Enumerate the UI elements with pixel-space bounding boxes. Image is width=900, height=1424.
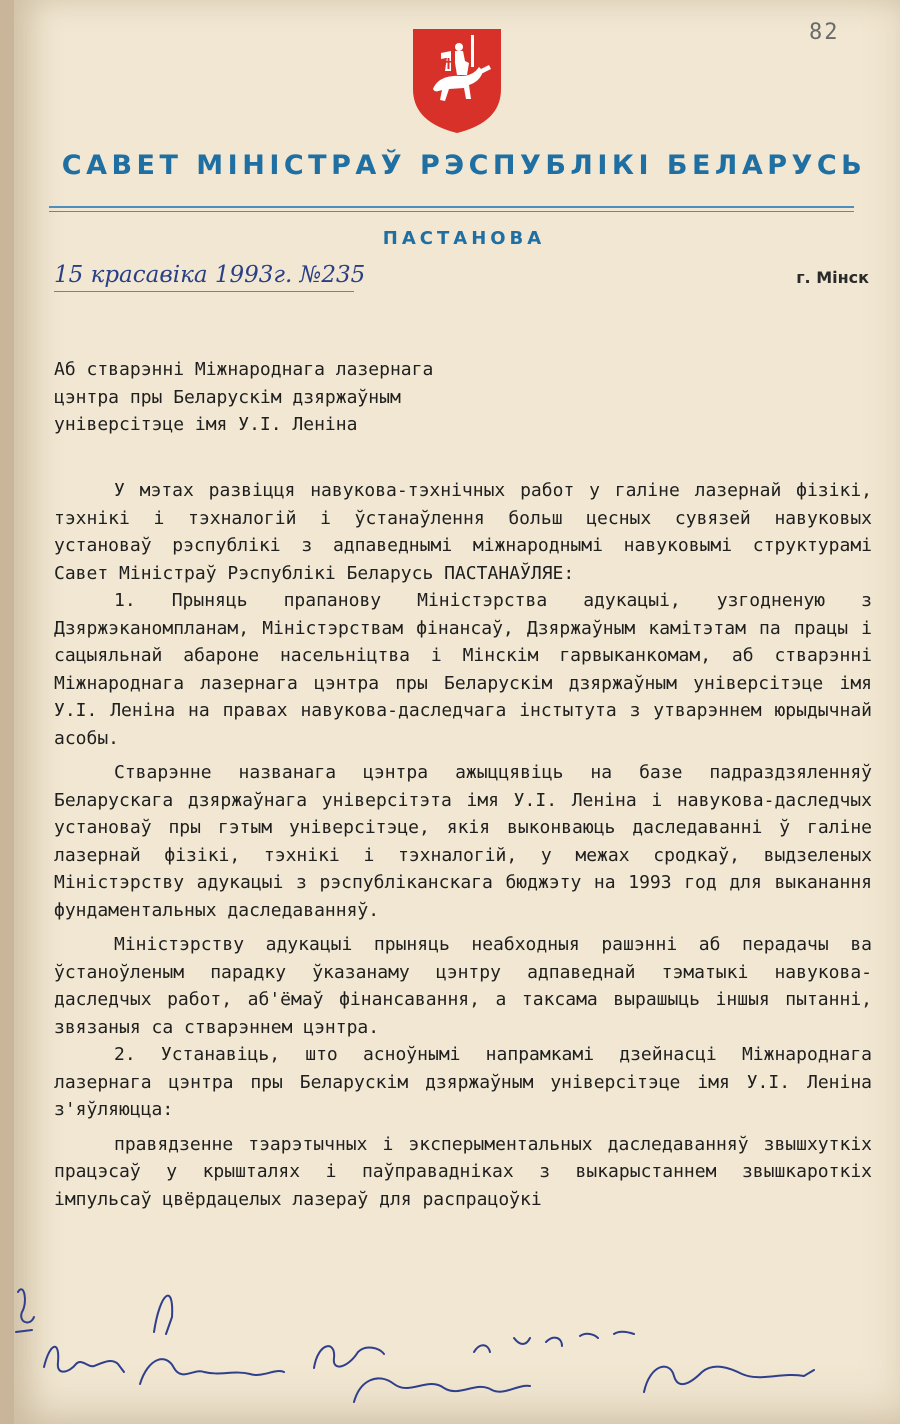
paragraph-center-creation: Стварэнне названага цэнтра ажыццявіць на базе падраздзяленняў Беларускага дзяржаўнага універсітэта імя У.І. Леніна і навукова-даследчых установаў пры гэтым універсітэце, якія выконваюць даследаванні ў галіне лазернай фізікі, тэхнікі і тэхналогій, у межах сродкаў, выдзеленых Міністэрству адукацыі з рэспубліканскага бюджэту на 1993 год для выканання фундаментальных даследаванняў. xyxy=(54,762,872,921)
document-type: ПАСТАНОВА xyxy=(382,228,546,249)
handwritten-date-number: 15 красавіка 1993г. №235 xyxy=(54,262,366,288)
subject-line: цэнтра пры Беларускім дзяржаўным xyxy=(54,386,401,408)
signature-mark xyxy=(354,1378,530,1402)
page-number: 82 xyxy=(809,20,840,45)
signature-mark xyxy=(140,1296,284,1384)
signature-mark xyxy=(644,1367,814,1392)
date-underline xyxy=(54,291,354,292)
paragraph-research-directions: правядзенне тэарэтычных і эксперыментальных даследаванняў звышхуткіх працэсаў у крышталях і паўправадніках з выкарыстаннем звышкароткіх імпульсаў цвёрдацелых лазераў для распрацоўкі xyxy=(54,1133,872,1210)
paragraph-item-2: 2. Устанавіць, што асноўнымі напрамкамі дзейнасці Міжнароднага лазернага цэнтра пры Беларускім дзяржаўным універсітэце імя У.І. Леніна з'яўляюцца: xyxy=(54,1044,872,1120)
signature-mark xyxy=(474,1332,634,1352)
signature-mark xyxy=(44,1347,124,1372)
paragraph-item-1: 1. Прыняць прапанову Міністэрства адукацыі, узгодненую з Дзяржэканомпланам, Міністэрствам фінансаў, Дзяржаўным камітэтам па працы і сацыяльнай абароне насельніцтва і Мінскім гарвыканкомам, аб стварэнні Міжнароднага лазернага цэнтра пры Беларускім дзяржаўным універсітэце імя У.І. Леніна на правах навукова-даследчага інстытута з утварэннем юрыдычнай асобы. xyxy=(54,590,872,749)
heading-rule-thin xyxy=(49,211,854,212)
signatures-area xyxy=(14,1272,900,1422)
organization-heading: САВЕТ МІНІСТРАЎ РЭСПУБЛІКІ БЕЛАРУСЬ xyxy=(61,150,867,181)
subject-line: Аб стварэнні Міжнароднага лазернага xyxy=(54,359,434,380)
subject-line: універсітэце імя У.І. Леніна xyxy=(54,414,358,435)
signature-mark xyxy=(314,1346,384,1368)
decree-body xyxy=(54,477,872,1213)
signature-mark xyxy=(16,1289,34,1332)
document-page xyxy=(14,0,900,1424)
coat-of-arms-emblem xyxy=(411,27,503,135)
issue-city: г. Мінск xyxy=(796,268,869,287)
heading-rule xyxy=(49,206,854,208)
decree-subject xyxy=(54,356,574,439)
paragraph-preamble: У мэтах развіцця навукова-тэхнічных работ у галіне лазернай фізікі, тэхнікі і тэхналогій і ўстанаўлення больш цесных сувязей навуковых установаў рэспублікі з адпаведнымі міжнароднымі навуковымі структурамі Савет Міністраў Рэспублікі Беларусь ПАСТАНАЎЛЯЕ: xyxy=(54,480,872,584)
paragraph-ministry-instructions: Міністэрству адукацыі прыняць неабходныя рашэнні аб перадачы ва ўстаноўленым парадку ўказанаму цэнтру адпаведнай тэматыкі навукова-даследчых работ, аб'ёмаў фінансавання, а таксама вырашыць іншыя пытанні, звязаныя са стварэннем цэнтра. xyxy=(54,934,872,1038)
